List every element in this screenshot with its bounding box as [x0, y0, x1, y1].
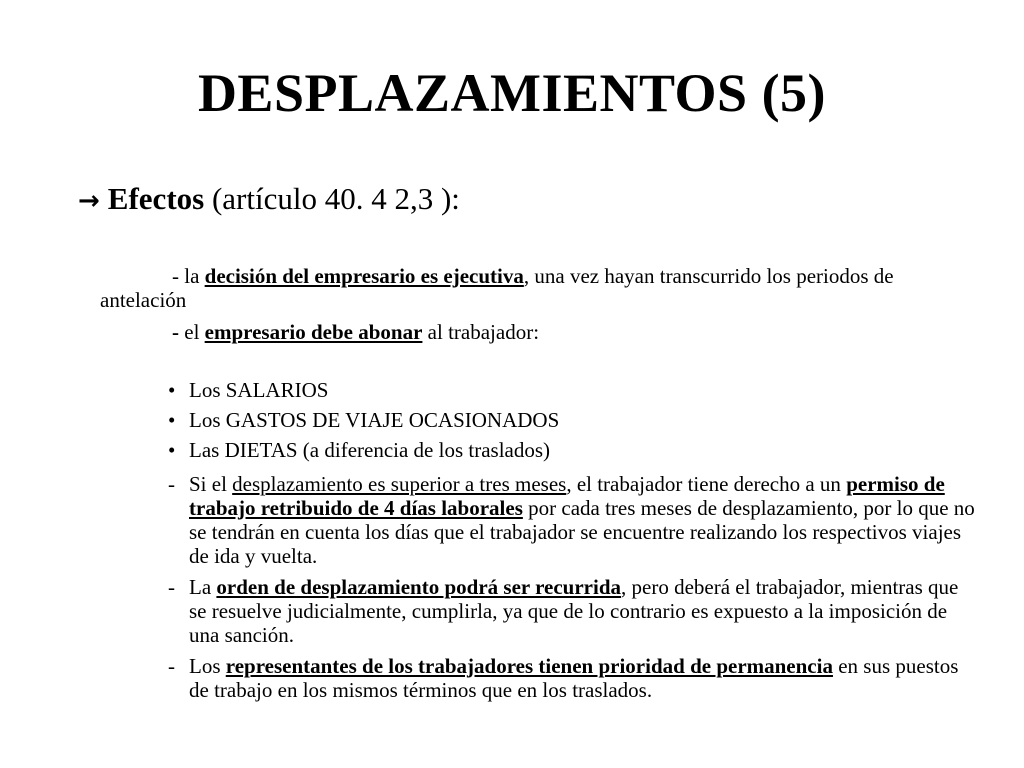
paragraph-payment-prefix: el	[179, 320, 205, 344]
paragraph-decision	[100, 264, 980, 312]
paragraph-payment	[172, 320, 539, 344]
paragraph-payment-emphasis: empresario debe abonar	[204, 320, 423, 344]
list-item	[166, 408, 966, 432]
list-item	[166, 438, 966, 462]
slide-title: DESPLAZAMIENTOS (5)	[197, 63, 827, 123]
paragraph-decision-suffix: , una vez hayan transcurrido los periodos de antelación	[100, 264, 894, 312]
heading-bold-text: Efectos	[107, 181, 205, 216]
paragraph-decision-emphasis: decisión del empresario es ejecutiva	[204, 264, 524, 288]
payment-items-list	[166, 378, 966, 468]
list-item	[166, 654, 976, 702]
list-item-text: Si el	[189, 472, 233, 496]
list-item-text: Los GASTOS DE VIAJE OCASIONADOS	[189, 408, 560, 432]
bullet-marker: •	[168, 378, 176, 402]
paragraph-payment-dash: -	[172, 320, 179, 344]
list-item-text: por cada tres meses de desplazamiento, por lo que no se tendrán en cuenta los días que el trabajador se encuentre realizando los respectivos viajes de ida y vuelta.	[189, 496, 975, 568]
section-heading	[78, 180, 460, 217]
list-item-text: , pero deberá el trabajador, mientras que se resuelve judicialmente, cumplirla, ya que de lo contrario es expuesto a la imposición de una sanción.	[189, 575, 959, 647]
bold-underlined-text: permiso de trabajo retribuido de 4 días laborales	[189, 472, 945, 520]
list-item-text: , el trabajador tiene derecho a un	[566, 472, 847, 496]
list-item-text: La	[189, 575, 217, 599]
list-item-text: Las DIETAS (a diferencia de los traslados)	[189, 438, 551, 462]
list-item-text: en sus puestos de trabajo en los mismos términos que en los traslados.	[189, 654, 959, 702]
list-item-text: Los	[189, 654, 226, 678]
list-item	[166, 472, 976, 568]
bullet-marker: •	[168, 408, 176, 432]
paragraph-decision-prefix: - la	[172, 264, 205, 288]
bullet-marker: •	[168, 438, 176, 462]
dash-marker: -	[168, 575, 175, 599]
effects-dash-list	[166, 472, 976, 709]
arrow-right-icon: →	[78, 186, 100, 216]
list-item-text: Los SALARIOS	[189, 378, 329, 402]
dash-marker: -	[168, 654, 175, 678]
list-item	[166, 378, 966, 402]
list-item	[166, 575, 976, 647]
dash-marker: -	[168, 472, 175, 496]
paragraph-payment-suffix: al trabajador:	[422, 320, 540, 344]
bold-underlined-text: representantes de los trabajadores tienen prioridad de permanencia	[225, 654, 833, 678]
heading-article-reference: (artículo 40. 4 2,3 ):	[204, 181, 460, 216]
bold-underlined-text: orden de desplazamiento podrá ser recurrida	[216, 575, 622, 599]
underlined-text: desplazamiento es superior a tres meses	[232, 472, 567, 496]
